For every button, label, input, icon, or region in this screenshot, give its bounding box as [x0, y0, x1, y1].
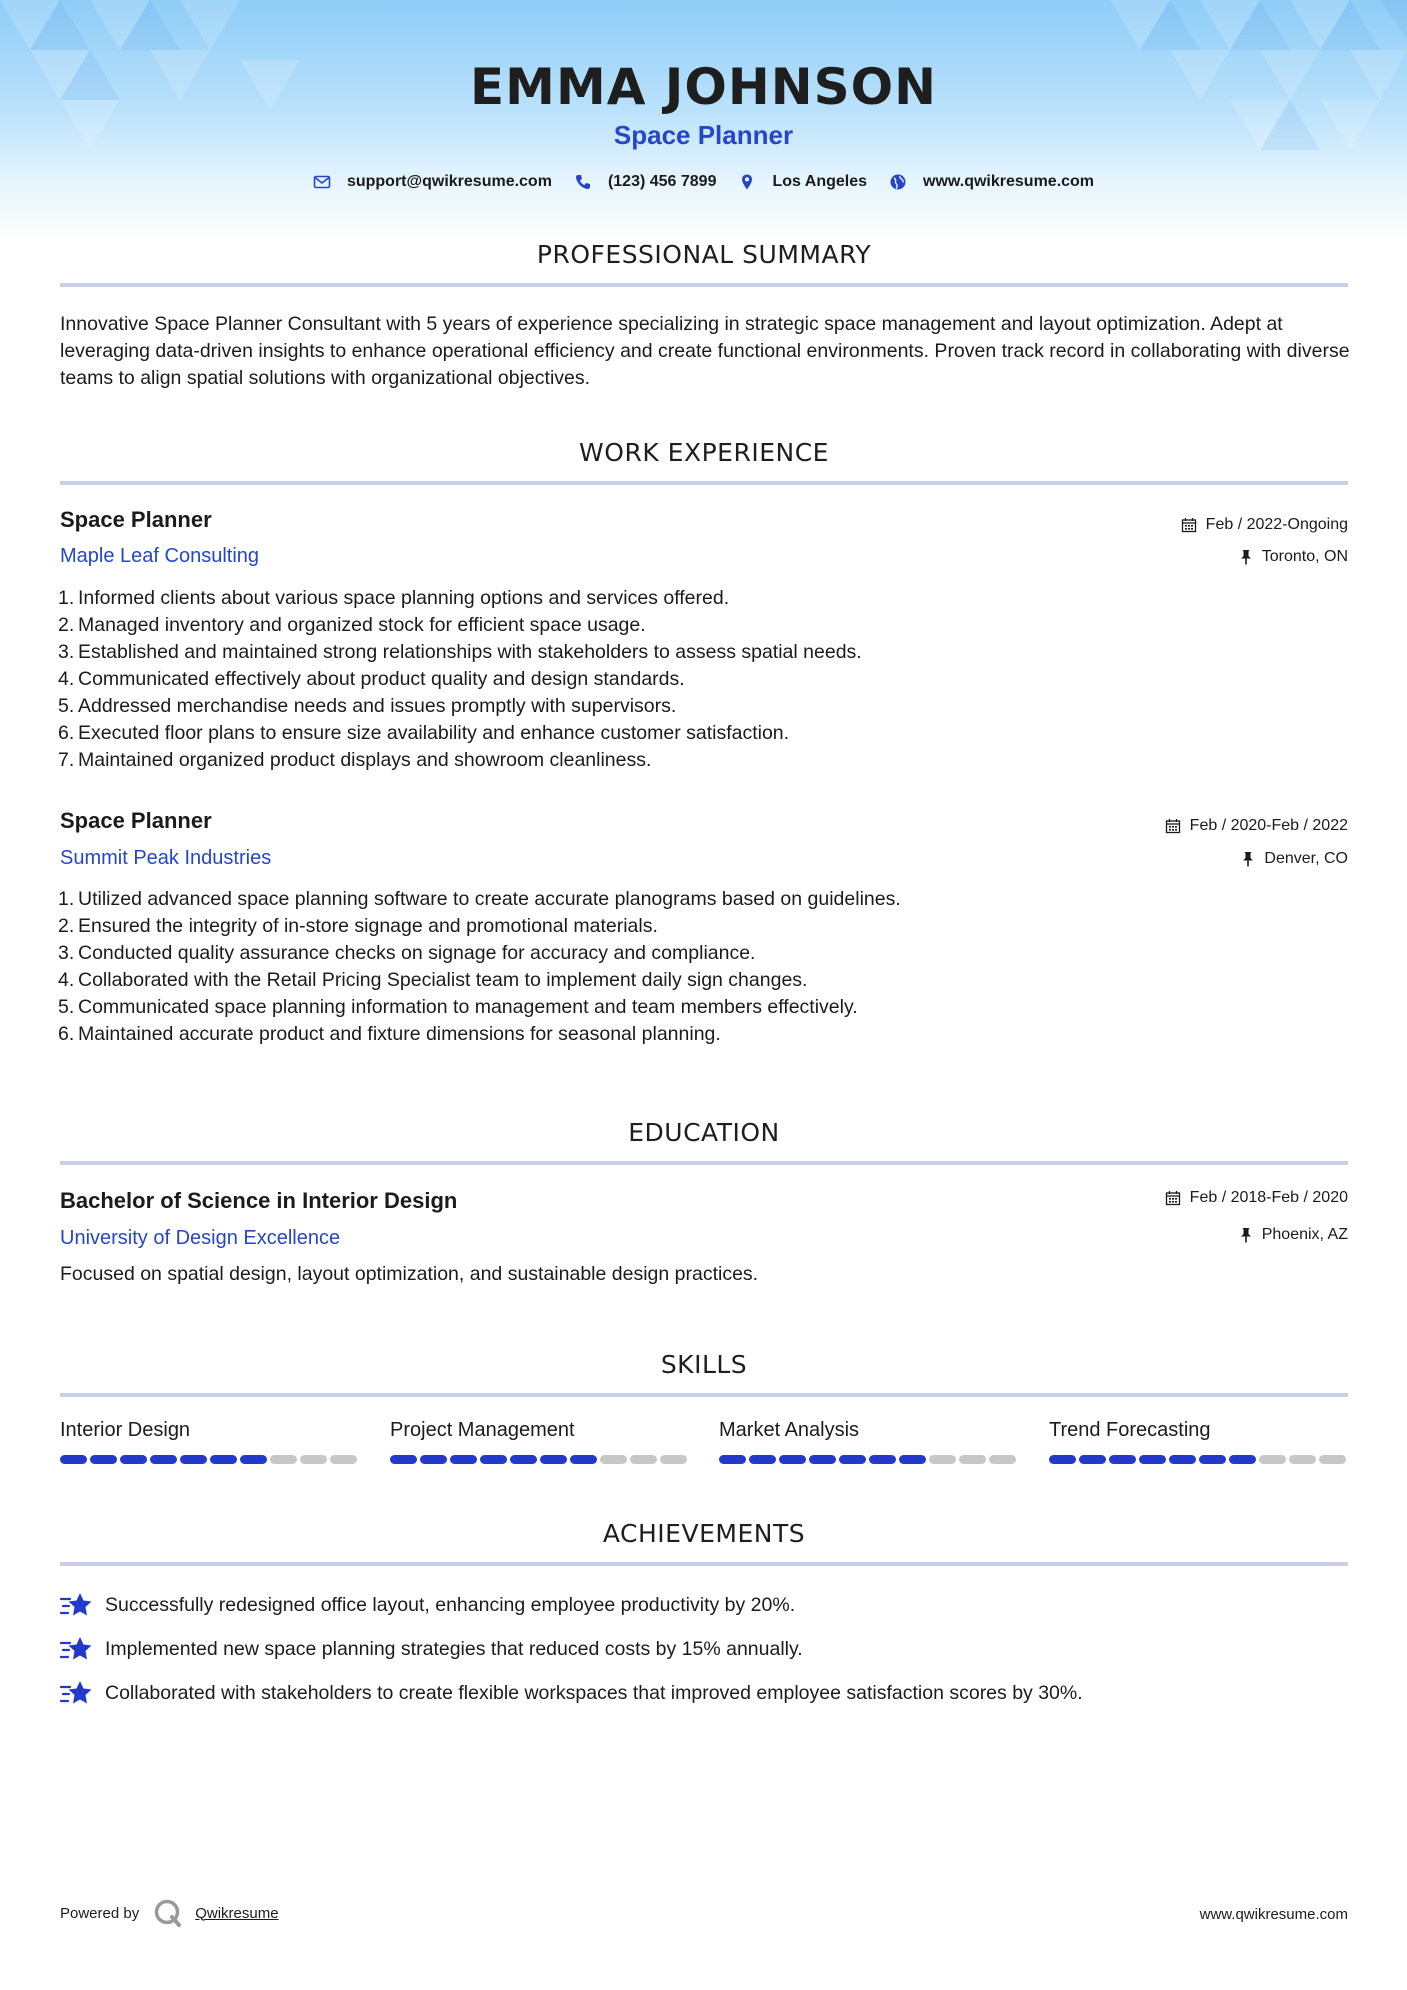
education-heading: EDUCATION: [628, 1118, 780, 1147]
summary-heading: PROFESSIONAL SUMMARY: [536, 240, 872, 269]
skill-level-bar: [719, 1455, 1019, 1464]
list-item: 1. Informed clients about various space planning options and services offered.: [58, 587, 730, 609]
skill-level-segment: [300, 1455, 327, 1464]
skill-level-segment: [420, 1455, 447, 1464]
list-item: 4. Collaborated with the Retail Pricing Specialist team to implement daily sign changes.: [58, 969, 808, 991]
skill-level-segment: [630, 1455, 657, 1464]
education-location: [1239, 1226, 1348, 1244]
qwikresume-link[interactable]: Qwikresume: [195, 1904, 279, 1922]
skill-market-analysis: [719, 1419, 1019, 1464]
skills-divider: [60, 1393, 1348, 1397]
skill-level-segment: [150, 1455, 177, 1464]
skill-level-segment: [839, 1455, 866, 1464]
achievement-text: Implemented new space planning strategies that reduced costs by 15% annually.: [105, 1637, 803, 1660]
education-degree: Bachelor of Science in Interior Design: [60, 1188, 458, 1213]
skill-level-segment: [719, 1455, 746, 1464]
skill-label: Interior Design: [60, 1419, 191, 1441]
skill-level-segment: [90, 1455, 117, 1464]
email-text: support@qwikresume.com: [346, 173, 552, 190]
summary-divider: [60, 283, 1348, 287]
skill-level-segment: [749, 1455, 776, 1464]
skills-heading: SKILLS: [660, 1350, 748, 1379]
skill-level-segment: [1199, 1455, 1226, 1464]
achievement-item: [60, 1634, 1350, 1664]
achievement-text: Successfully redesigned office layout, enhancing employee productivity by 20%.: [105, 1593, 796, 1616]
map-pin-icon: [738, 173, 756, 191]
skill-level-segment: [510, 1455, 537, 1464]
list-item: 6. Executed floor plans to ensure size availability and enhance customer satisfaction.: [58, 722, 790, 744]
contact-bar: [0, 173, 1407, 191]
job-2-bullets: [58, 886, 1348, 1048]
skill-level-segment: [330, 1455, 357, 1464]
skill-level-segment: [959, 1455, 986, 1464]
job-1-company[interactable]: Maple Leaf Consulting: [60, 545, 260, 567]
job-1-dates-text: Feb / 2022-Ongoing: [1205, 516, 1348, 533]
skill-level-segment: [869, 1455, 896, 1464]
job-2-dates-text: Feb / 2020-Feb / 2022: [1189, 817, 1348, 834]
skill-label: Market Analysis: [719, 1419, 860, 1441]
skill-level-segment: [600, 1455, 627, 1464]
education-divider: [60, 1161, 1348, 1165]
footer-website[interactable]: www.qwikresume.com: [1199, 1906, 1348, 1923]
skill-label: Project Management: [390, 1419, 575, 1441]
skill-level-bar: [1049, 1455, 1349, 1464]
skill-level-segment: [1259, 1455, 1286, 1464]
skill-level-segment: [120, 1455, 147, 1464]
skill-project-management: [390, 1419, 690, 1464]
job-2-company[interactable]: Summit Peak Industries: [60, 847, 272, 869]
skill-level-segment: [180, 1455, 207, 1464]
job-1-location-text: Toronto, ON: [1261, 548, 1348, 565]
education-dates-text: Feb / 2018-Feb / 2020: [1189, 1189, 1348, 1206]
phone-icon: [574, 173, 592, 191]
skill-level-segment: [1229, 1455, 1256, 1464]
skill-level-bar: [60, 1455, 360, 1464]
skill-level-bar: [390, 1455, 690, 1464]
star-icon: [60, 1590, 92, 1620]
contact-website[interactable]: [889, 173, 1094, 191]
list-item: 7. Maintained organized product displays and showroom cleanliness.: [58, 749, 652, 771]
star-icon: [60, 1634, 92, 1664]
skill-level-segment: [450, 1455, 477, 1464]
achievement-item: [60, 1590, 1350, 1620]
contact-location: [738, 173, 867, 191]
skill-level-segment: [989, 1455, 1016, 1464]
phone-text: (123) 456 7899: [607, 173, 717, 190]
achievements-divider: [60, 1562, 1348, 1566]
skill-level-segment: [1049, 1455, 1076, 1464]
star-icon: [60, 1678, 92, 1708]
list-item: 3. Conducted quality assurance checks on signage for accuracy and compliance.: [58, 942, 756, 964]
skill-trend-forecasting: [1049, 1419, 1349, 1464]
calendar-icon: [1165, 818, 1181, 834]
pushpin-icon: [1239, 549, 1253, 565]
education-location-text: Phoenix, AZ: [1261, 1226, 1348, 1243]
skill-level-segment: [1079, 1455, 1106, 1464]
job-1-title: Space Planner: [60, 507, 212, 532]
achievements-heading: ACHIEVEMENTS: [602, 1519, 806, 1548]
skill-level-segment: [779, 1455, 806, 1464]
list-item: 2. Ensured the integrity of in-store signage and promotional materials.: [58, 915, 658, 937]
skill-level-segment: [480, 1455, 507, 1464]
skill-level-segment: [809, 1455, 836, 1464]
contact-phone[interactable]: [574, 173, 717, 191]
skill-level-segment: [660, 1455, 687, 1464]
skill-level-segment: [899, 1455, 926, 1464]
job-1-dates: [1181, 516, 1348, 534]
calendar-icon: [1165, 1190, 1181, 1206]
skill-level-segment: [390, 1455, 417, 1464]
pushpin-icon: [1239, 1227, 1253, 1243]
list-item: 3. Established and maintained strong relationships with stakeholders to assess spatial needs.: [58, 641, 862, 663]
powered-by-label: Powered by: [60, 1904, 140, 1922]
education-school[interactable]: University of Design Excellence: [60, 1227, 341, 1249]
achievement-item: [60, 1678, 1350, 1708]
job-1-location: [1239, 548, 1348, 566]
experience-heading: WORK EXPERIENCE: [579, 438, 829, 467]
contact-email[interactable]: [313, 173, 552, 191]
skill-level-segment: [1169, 1455, 1196, 1464]
job-1-bullets: [58, 585, 1348, 774]
education-dates: [1165, 1189, 1348, 1207]
candidate-title: Space Planner: [613, 120, 794, 150]
skill-level-segment: [1109, 1455, 1136, 1464]
job-2-dates: [1165, 817, 1348, 835]
skill-level-segment: [570, 1455, 597, 1464]
location-text: Los Angeles: [772, 173, 868, 190]
achievement-text: Collaborated with stakeholders to create flexible workspaces that improved employee satisfaction scores by 30%.: [105, 1681, 1083, 1704]
list-item: 5. Addressed merchandise needs and issues promptly with supervisors.: [58, 695, 677, 717]
job-2-location-text: Denver, CO: [1264, 850, 1348, 867]
envelope-icon: [313, 173, 331, 191]
summary-text: Innovative Space Planner Consultant with 5 years of experience specializing in strategic space management and layout optimization. Adept at leveraging data-driven insights to enhance operational efficiency and create functional environments. Proven track record in collaborating with diverse teams to align spatial solutions with organizational objectives.: [60, 313, 1350, 389]
skill-label: Trend Forecasting: [1049, 1419, 1211, 1441]
qwikresume-logo-icon: [153, 1898, 183, 1928]
candidate-name: EMMA JOHNSON: [470, 58, 937, 116]
header-banner: [0, 0, 1407, 240]
skill-level-segment: [1319, 1455, 1346, 1464]
list-item: 6. Maintained accurate product and fixture dimensions for seasonal planning.: [58, 1023, 721, 1045]
education-description: Focused on spatial design, layout optimization, and sustainable design practices.: [60, 1263, 759, 1285]
list-item: 1. Utilized advanced space planning software to create accurate planograms based on guidelines.: [58, 888, 901, 910]
list-item: 5. Communicated space planning information to management and team members effectively.: [58, 996, 858, 1018]
pushpin-icon: [1241, 851, 1255, 867]
skill-level-segment: [270, 1455, 297, 1464]
list-item: 2. Managed inventory and organized stock for efficient space usage.: [58, 614, 646, 636]
skill-level-segment: [240, 1455, 267, 1464]
list-item: 4. Communicated effectively about product quality and design standards.: [58, 668, 685, 690]
skill-level-segment: [210, 1455, 237, 1464]
job-2-title: Space Planner: [60, 808, 212, 833]
website-text: www.qwikresume.com: [923, 173, 1095, 190]
job-2-location: [1241, 850, 1348, 868]
skill-level-segment: [540, 1455, 567, 1464]
skill-level-segment: [60, 1455, 87, 1464]
experience-divider: [60, 481, 1348, 485]
globe-icon: [889, 173, 907, 191]
calendar-icon: [1181, 517, 1197, 533]
skill-interior-design: [60, 1419, 360, 1464]
skill-level-segment: [929, 1455, 956, 1464]
skill-level-segment: [1139, 1455, 1166, 1464]
skill-level-segment: [1289, 1455, 1316, 1464]
footer-powered-by: [60, 1898, 279, 1928]
